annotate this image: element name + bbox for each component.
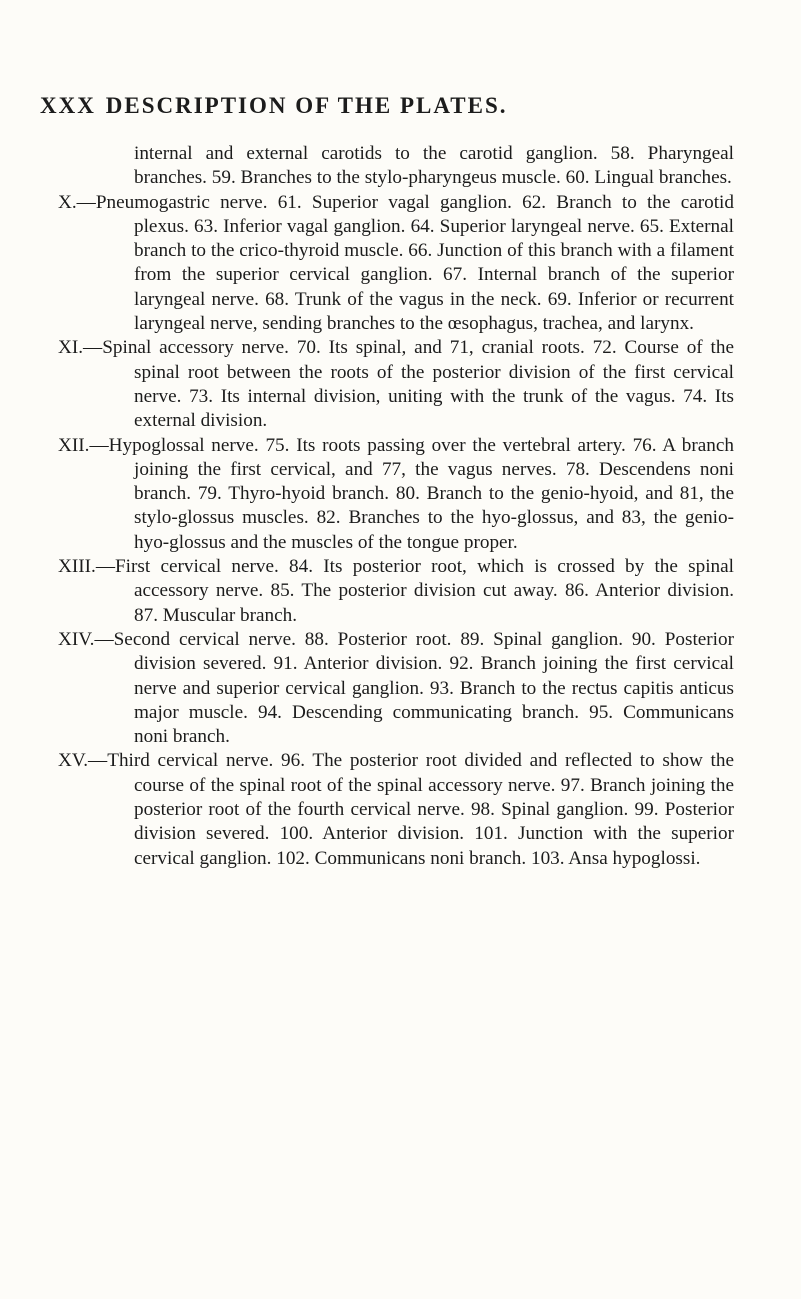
entry-nerve-xv [58, 749, 734, 870]
running-title: DESCRIPTION OF THE PLATES. [105, 93, 508, 118]
entry-text: —Hypoglossal nerve. 75. Its roots passing over the vertebral artery. 76. A branch joining the first cervical, and 77, the vagus nerves. 78. Descendens noni branch. 79. Thyro-hyoid branch. 80. Branch to the genio-hyoid, and 81, the stylo-glossus muscles. 82. Branches to the hyo-glossus, and 83, the genio-hyo-glossus and the muscles of the tongue proper. [89, 434, 734, 553]
entry-text: —First cervical nerve. 84. Its posterior root, which is crossed by the spinal accessory nerve. 85. The posterior division cut away. 86. Anterior division. 87. Muscular branch. [95, 556, 734, 626]
entry-text: internal and external carotids to the carotid ganglion. 58. Pharyngeal branches. 59. Branches to the stylo-pharyngeus muscle. 60. Lingual branches. [134, 143, 734, 189]
entry-numeral: XIV. [58, 628, 95, 650]
plate-description-text [58, 142, 734, 871]
entry-numeral: XIII. [58, 556, 96, 578]
entry-text: —Pneumogastric nerve. 61. Superior vagal ganglion. 62. Branch to the carotid plexus. 63. Inferior vagal ganglion. 64. Superior laryngeal nerve. 65. External branch to the crico-thyroid muscle. 66. Junction of this branch with a filament from the superior cervical ganglion. 67. Internal branch of the superior laryngeal nerve. 68. Trunk of the vagus in the neck. 69. Inferior or recurrent laryngeal nerve, sending branches to the œsophagus, trachea, and larynx. [76, 191, 734, 335]
entry-nerve-xiii [58, 555, 734, 628]
entry-nerve-xi [58, 336, 734, 433]
entry-numeral: XV. [58, 750, 89, 772]
entry-nerve-x [58, 191, 734, 337]
entry-numeral: X. [58, 191, 77, 213]
entry-numeral: XII. [58, 434, 90, 456]
entry-nerve-xii [58, 434, 734, 555]
entry-text: —Spinal accessory nerve. 70. Its spinal, and 71, cranial roots. 72. Course of the spinal root between the roots of the posterior division of the first cervical nerve. 73. Its internal division, uniting with the trunk of the vagus. 74. Its external division. [83, 337, 734, 432]
entry-text: —Second cervical nerve. 88. Posterior root. 89. Spinal ganglion. 90. Posterior division severed. 91. Anterior division. 92. Branch joining the first cervical nerve and superior cervical ganglion. 93. Branch to the rectus capitis anticus major muscle. 94. Descending communicating branch. 95. Communicans noni branch. [94, 628, 734, 748]
entry-nerve-xiv [58, 628, 734, 749]
entry-numeral: XI. [58, 337, 84, 359]
running-head [40, 93, 760, 119]
entry-text: —Third cervical nerve. 96. The posterior root divided and reflected to show the course of the spinal root of the spinal accessory nerve. 97. Branch joining the posterior root of the fourth cervical nerve. 98. Spinal ganglion. 99. Posterior division severed. 100. Anterior division. 101. Junction with the superior cervical ganglion. 102. Communicans noni branch. 103. Ansa hypoglossi. [88, 750, 734, 869]
continued-paragraph [58, 142, 734, 191]
page-number: XXX [40, 93, 96, 118]
